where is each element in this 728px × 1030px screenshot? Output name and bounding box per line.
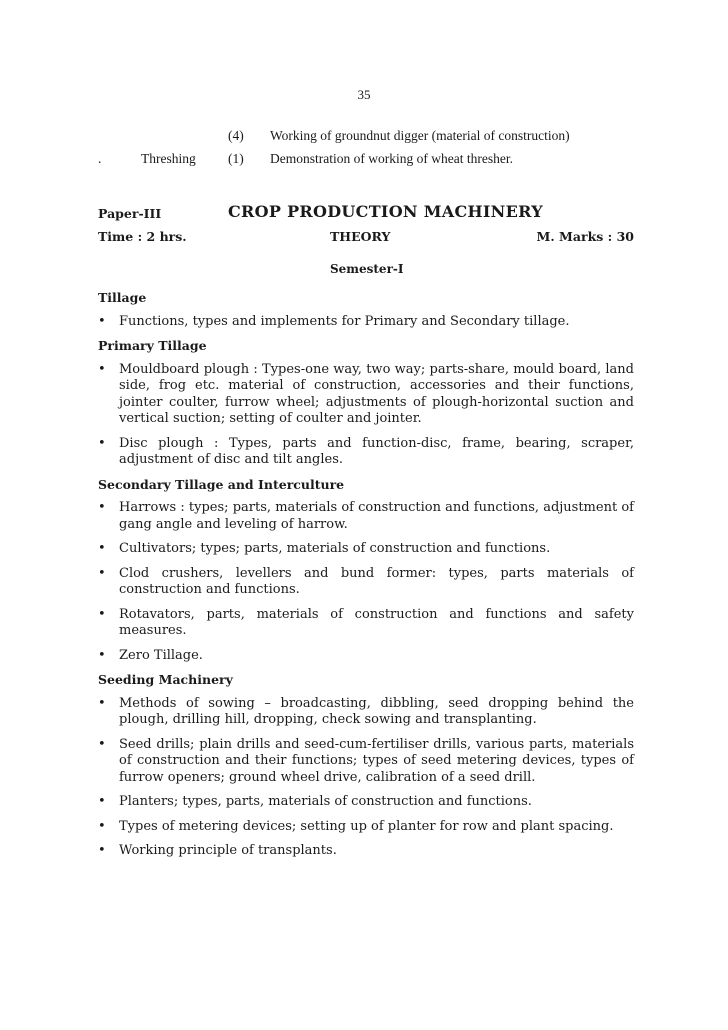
bullet-icon: • (98, 818, 106, 834)
bullet-list (98, 314, 634, 331)
syllabus-section (98, 290, 634, 330)
list-item (98, 794, 634, 811)
section-heading: Secondary Tillage and Interculture (98, 476, 345, 492)
syllabus-section (98, 672, 634, 860)
list-item (98, 843, 634, 860)
bullet-icon: • (98, 361, 106, 377)
list-item (98, 819, 634, 836)
list-item-text: Working principle of transplants. (119, 843, 337, 858)
continuation-row (0, 128, 728, 146)
syllabus-section (98, 477, 634, 665)
bullet-icon: • (98, 565, 106, 581)
paper-meta (98, 229, 634, 247)
list-item (98, 737, 634, 787)
row-marker: . (98, 151, 102, 166)
list-item-text: Harrows : types; parts, materials of construction and functions, adjustment of gang angle and leveling of harrow. (119, 500, 634, 532)
list-item-text: Disc plough : Types, parts and function-disc, frame, bearing, scraper, adjustment of disc and tilt angles. (119, 435, 634, 467)
list-item (98, 648, 634, 665)
list-item (98, 436, 634, 469)
theory-label: THEORY (330, 229, 391, 244)
section-heading: Tillage (98, 290, 147, 305)
bullet-icon: • (98, 606, 106, 622)
row-topic: Threshing (141, 151, 196, 166)
bullet-icon: • (98, 435, 106, 451)
marks-label: M. Marks : 30 (536, 229, 634, 244)
list-item (98, 500, 634, 533)
bullet-list (98, 500, 634, 664)
paper-title: CROP PRODUCTION MACHINERY (228, 202, 543, 221)
bullet-list (98, 362, 634, 469)
bullet-icon: • (98, 541, 106, 556)
bullet-icon: • (98, 843, 106, 858)
list-item-text: Zero Tillage. (119, 647, 203, 663)
list-item-text: Methods of sowing – broadcasting, dibbling, seed dropping behind the plough, drilling hill, dropping, check sowing and transplanting. (119, 695, 634, 727)
page-number: 35 (357, 87, 371, 102)
paper-header (98, 202, 634, 224)
list-item-text: Cultivators; types; parts, materials of construction and functions. (119, 541, 551, 556)
paper-label: Paper-III (98, 206, 162, 221)
bullet-icon: • (98, 500, 106, 515)
list-item (98, 696, 634, 729)
list-item (98, 314, 634, 331)
bullet-icon: • (98, 794, 106, 809)
list-item-text: Planters; types, parts, materials of construction and functions. (119, 794, 532, 809)
bullet-list (98, 696, 634, 860)
list-item (98, 607, 634, 640)
list-item (98, 566, 634, 599)
list-item-text: Rotavators, parts, materials of construction and functions and safety measures. (119, 606, 634, 638)
syllabus-content (98, 290, 634, 868)
bullet-icon: • (98, 736, 106, 752)
time-label: Time : 2 hrs. (98, 229, 187, 244)
syllabus-section (98, 338, 634, 469)
bullet-icon: • (98, 313, 106, 329)
semester-label: Semester-I (330, 262, 404, 276)
row-text: Demonstration of working of wheat thresher. (270, 151, 513, 166)
continuation-row (0, 151, 728, 169)
section-heading: Seeding Machinery (98, 672, 233, 687)
list-item (98, 541, 634, 558)
list-item-text: Types of metering devices; setting up of planter for row and plant spacing. (119, 818, 614, 834)
row-number: (1) (228, 151, 244, 166)
list-item-text: Seed drills; plain drills and seed-cum-fertiliser drills, various parts, materials of construction and their functions; types of seed metering devices, types of furrow openers; ground wheel drive, calibration of a seed drill. (119, 736, 634, 785)
list-item-text: Mouldboard plough : Types-one way, two way; parts-share, mould board, land side, frog etc. material of construction, accessories and their functions, jointer coulter, furrow wheel; adjustments of plough-horizontal suction and vertical suction; setting of coulter and jointer. (119, 361, 634, 426)
section-heading: Primary Tillage (98, 338, 207, 353)
row-text: Working of groundnut digger (material of construction) (270, 128, 570, 143)
row-number: (4) (228, 128, 244, 143)
bullet-icon: • (98, 695, 106, 711)
list-item-text: Functions, types and implements for Primary and Secondary tillage. (119, 313, 570, 329)
list-item (98, 362, 634, 428)
bullet-icon: • (98, 647, 106, 663)
list-item-text: Clod crushers, levellers and bund former: types, parts materials of construction and functions. (119, 565, 634, 597)
